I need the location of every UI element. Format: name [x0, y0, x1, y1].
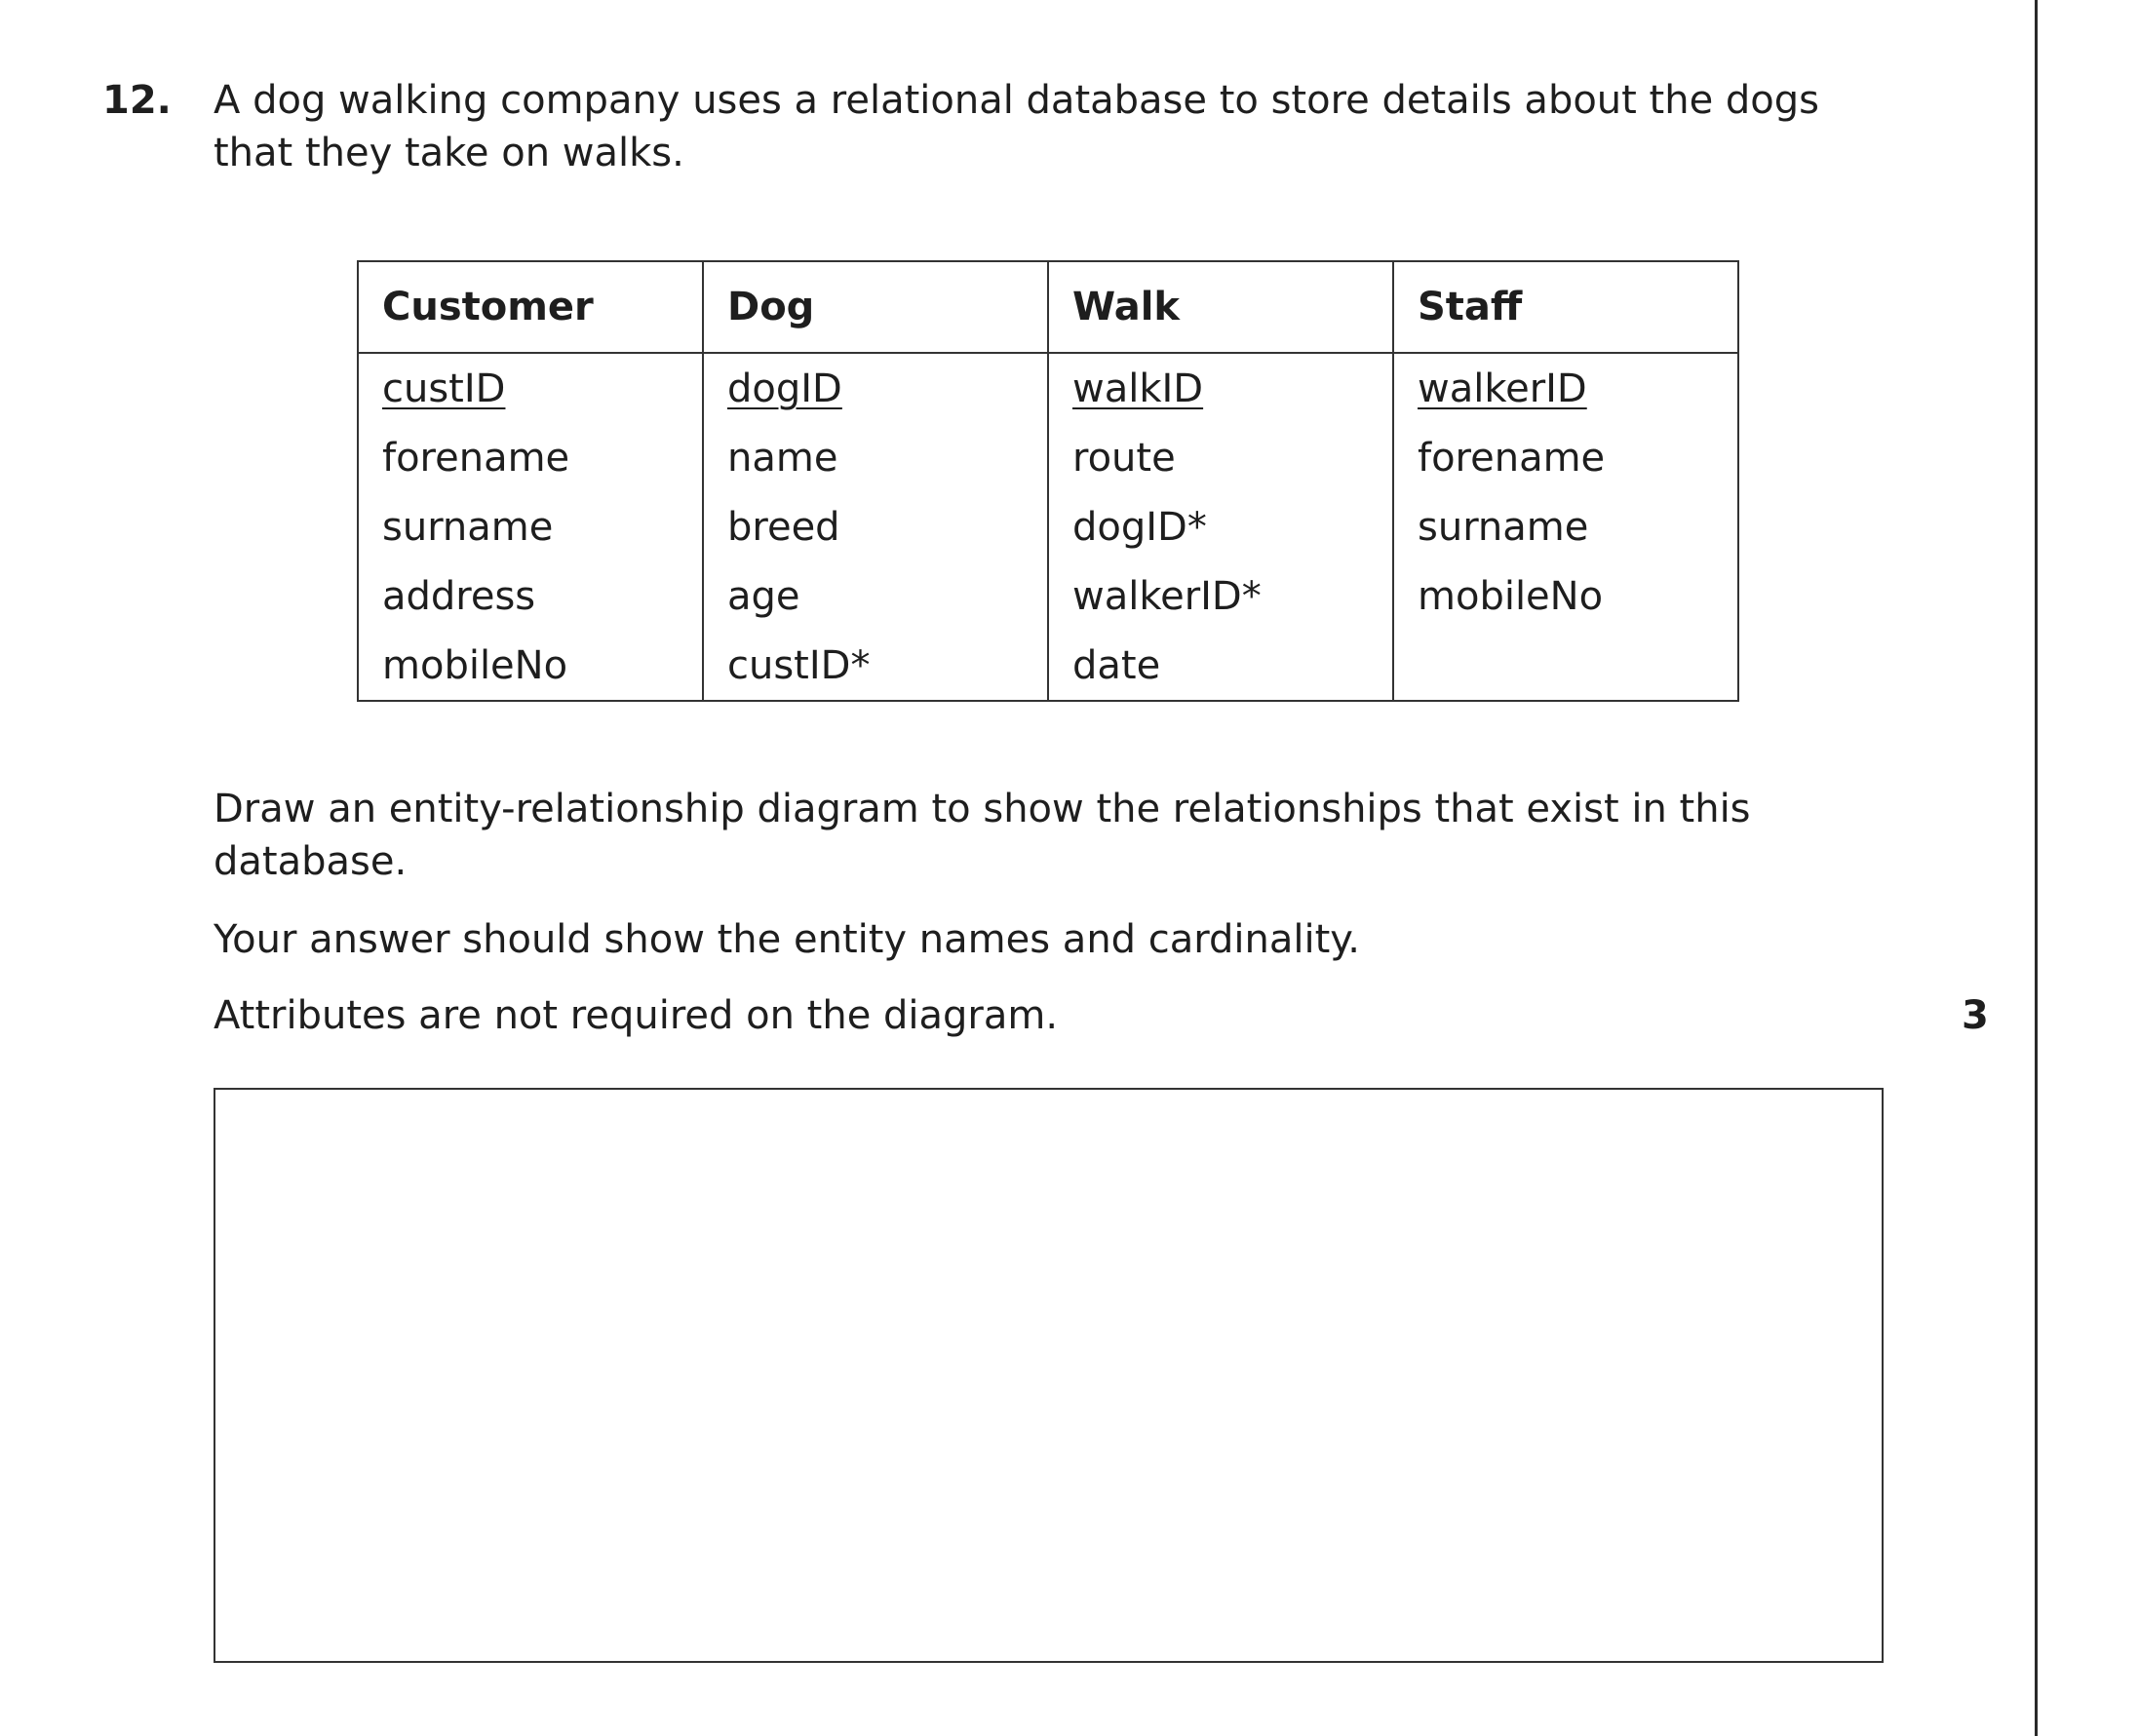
table-cell: custID* — [703, 631, 1048, 701]
table-cell: forename — [358, 423, 703, 492]
table-cell: mobileNo — [1393, 561, 1738, 631]
margin-rule — [2035, 0, 2038, 1736]
question-intro — [214, 74, 1871, 179]
schema-table — [357, 260, 1739, 702]
table-cell: forename — [1393, 423, 1738, 492]
task-instruction-line: database. — [214, 839, 408, 884]
table-cell: breed — [703, 492, 1048, 561]
table-cell: walkerID* — [1048, 561, 1393, 631]
task-instruction-line: Draw an entity-relationship diagram to show the relationships that exist in this — [214, 787, 1751, 831]
task-instruction — [214, 783, 1871, 888]
table-cell: date — [1048, 631, 1393, 701]
table-cell — [1393, 631, 1738, 701]
table-cell: surname — [1393, 492, 1738, 561]
marks-value: 3 — [1962, 993, 1989, 1038]
table-header-row — [358, 261, 1738, 353]
table-row — [358, 492, 1738, 561]
question-intro-line: that they take on walks. — [214, 131, 684, 175]
table-cell — [1048, 353, 1393, 423]
primary-key: dogID — [727, 366, 842, 411]
table-header-dog: Dog — [703, 261, 1048, 353]
table-cell: age — [703, 561, 1048, 631]
primary-key: custID — [382, 366, 506, 411]
table-cell: mobileNo — [358, 631, 703, 701]
table-row — [358, 631, 1738, 701]
table-cell: address — [358, 561, 703, 631]
table-cell: surname — [358, 492, 703, 561]
answer-box[interactable] — [214, 1088, 1884, 1663]
table-cell — [358, 353, 703, 423]
table-row — [358, 353, 1738, 423]
table-header-customer: Customer — [358, 261, 703, 353]
table-cell: route — [1048, 423, 1393, 492]
table-header-walk: Walk — [1048, 261, 1393, 353]
question-intro-line: A dog walking company uses a relational database to store details about the dogs — [214, 78, 1820, 123]
table-header-staff: Staff — [1393, 261, 1738, 353]
primary-key: walkerID — [1418, 366, 1587, 411]
table-row — [358, 561, 1738, 631]
primary-key: walkID — [1072, 366, 1204, 411]
task-note: Attributes are not required on the diagram. — [214, 993, 1059, 1038]
table-cell — [1393, 353, 1738, 423]
table-cell: dogID* — [1048, 492, 1393, 561]
table-row — [358, 423, 1738, 492]
question-number: 12. — [102, 78, 172, 123]
table-cell — [703, 353, 1048, 423]
task-requirement: Your answer should show the entity names and cardinality. — [214, 917, 1360, 962]
table-cell: name — [703, 423, 1048, 492]
